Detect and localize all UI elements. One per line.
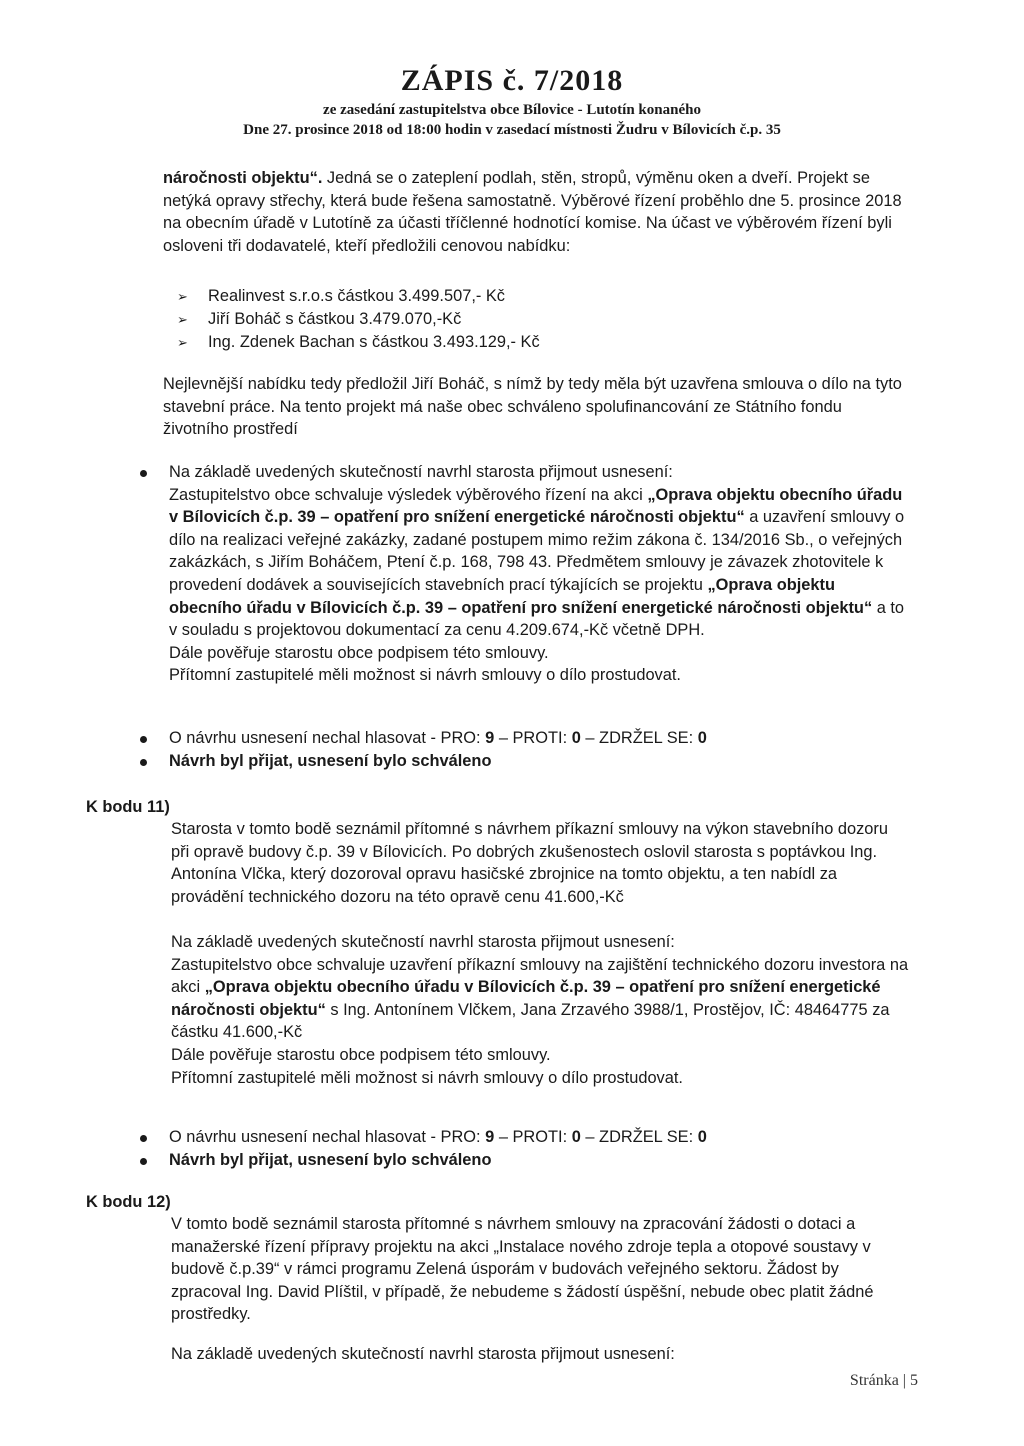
bullet-icon xyxy=(140,1158,147,1165)
offer-text: Jiří Boháč s částkou 3.479.070,-Kč xyxy=(208,310,462,328)
intro-text: Jedná se o zateplení podlah, stěn, stropů, výměnu oken a dveří. Projekt se netýká opravy střechy, která bude řešena samostatně. Výběrové řízení proběhlo dne 5. prosince 2018 na obecním úřadě v Lutotíně za účasti tříčlenné hodnotící komise. Na účast ve výběrovém řízení byli osloveni tři dodavatelé, kteří předložili cenovou nabídku: xyxy=(163,169,902,255)
offer-item xyxy=(177,285,505,309)
offer-item xyxy=(177,331,540,355)
bullet-icon xyxy=(140,1135,147,1142)
intro-paragraph xyxy=(163,167,903,257)
offer-text: Ing. Zdenek Bachan s částkou 3.493.129,- Kč xyxy=(208,333,540,351)
offer-item xyxy=(177,308,461,332)
resolution-1-intro: Na základě uvedených skutečností navrhl starosta přijmout usnesení: xyxy=(169,463,673,481)
section-heading: K bodu 12) xyxy=(86,1193,171,1211)
document-title: ZÁPIS č. 7/2018 xyxy=(400,64,624,97)
meeting-date-place: Dne 27. prosince 2018 od 18:00 hodin v zasedací místnosti Žudru v Bílovicích č.p. 35 xyxy=(243,122,781,138)
arrow-bullet-icon: ➢ xyxy=(177,312,188,327)
point-12-text: V tomto bodě seznámil starosta přítomné s návrhem smlouvy na zpracování žádosti o dotaci a manažerské řízení přípravy projektu na akci „Instalace nového zdroje tepla a otopové soustavy v budově č.p.39“ v rámci programu Zelená úsporám v budovách veřejného sektoru. Žádost by zpracoval Ing. David Plíštil, v případě, že nebudeme s žádostí úspěšní, nebude obec platit žádné prostředky. xyxy=(171,1215,874,1324)
bullet-icon xyxy=(140,759,147,766)
section-heading: K bodu 11) xyxy=(86,798,170,816)
point-12-resolution-intro: Na základě uvedených skutečností navrhl starosta přijmout usnesení: xyxy=(171,1345,675,1363)
resolution-2: Na základě uvedených skutečností navrhl starosta přijmout usnesení: Zastupitelstvo obce schvaluje uzavření příkazní smlouvy na zajištění technického dozoru investora na akci „Oprava objektu obecního úřadu v Bílovicích č.p. 39 – opatření pro snížení energetické náročnosti objektu“ s Ing. Antonínem Vlčkem, Jana Zrzavého 3988/1, Prostějov, IČ: 48464775 za částku 41.600,-Kč Dále pověřuje starostu obce podpisem této smlouvy. Přítomní zastupitelé měli možnost si návrh smlouvy o dílo prostudovat. xyxy=(171,933,909,1087)
offer-text: Realinvest s.r.o.s částkou 3.499.507,- Kč xyxy=(208,287,506,305)
document-header xyxy=(0,62,1024,140)
arrow-bullet-icon: ➢ xyxy=(177,289,188,304)
page-number: Stránka | 5 xyxy=(849,1372,918,1389)
intro-bold-start: náročnosti objektu“. xyxy=(163,169,323,187)
resolution-1: Na základě uvedených skutečností navrhl starosta přijmout usnesení: Zastupitelstvo obce schvaluje výsledek výběrového řízení na akci „Oprava objektu obecního úřadu v Bílovicích č.p. 39 – opatření pro snížení energetické náročnosti objektu“ a uzavření smlouvy o dílo na realizaci veřejné zakázky, zadané postupem mimo režim zákona č. 134/2016 Sb., o veřejných zakázkách, s Jiřím Boháčem, Ptení č.p. 168, 798 43. Předmětem smlouvy je závazek zhotovitele k provedení dodávek a souvisejících stavebních prací týkajících se projektu „Oprava objektu obecního úřadu v Bílovicích č.p. 39 – opatření pro snížení energetické náročnosti objektu“ a to v souladu s projektovou dokumentací za cenu 4.209.674,-Kč včetně DPH. Dále pověřuje starostu obce podpisem této smlouvy. Přítomní zastupitelé měli možnost si návrh smlouvy o dílo prostudovat. xyxy=(169,463,905,685)
meeting-subtitle: ze zasedání zastupitelstva obce Bílovice - Lutotín konaného xyxy=(323,102,701,118)
bullet-icon xyxy=(140,470,147,477)
cheapest-offer-paragraph: Nejlevnější nabídku tedy předložil Jiří Boháč, s nímž by tedy měla být uzavřena smlouva o dílo na tyto stavební práce. Na tento projekt má naše obec schváleno spolufinancování ze Státního fondu životního prostředí xyxy=(163,375,902,439)
bullet-icon xyxy=(140,736,147,743)
arrow-bullet-icon: ➢ xyxy=(177,335,188,350)
point-11-text: Starosta v tomto bodě seznámil přítomné s návrhem příkazní smlouvy na výkon stavebního dozoru při opravě budovy č.p. 39 v Bílovicích. Po dobrých zkušenostech oslovil starosta s poptávkou Ing. Antonína Vlčka, který dozoroval opravu hasičské zbrojnice na tomto objektu, a ten nabídl za provádění technického dozoru na této opravě cenu 41.600,-Kč xyxy=(171,820,888,906)
